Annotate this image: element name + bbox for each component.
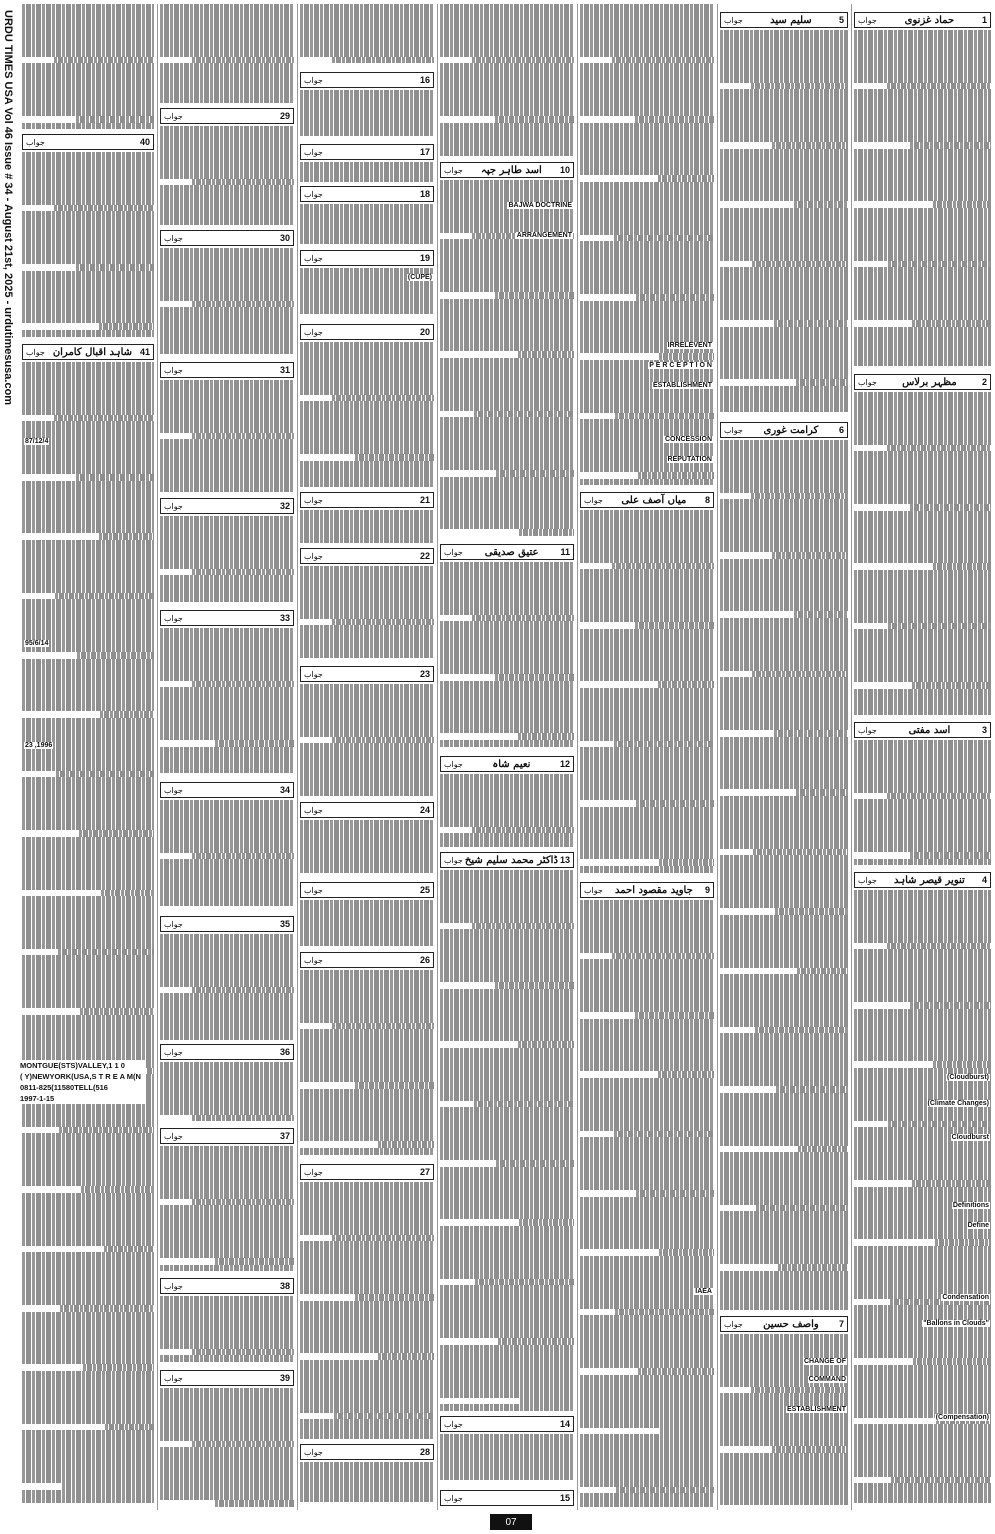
- letter-writer-name: اسد طاہر جپہ: [481, 164, 542, 176]
- letter-writer-name: اسد مفتی: [908, 724, 951, 736]
- letter-body-text: [854, 392, 991, 718]
- letter-body-text: [160, 516, 294, 606]
- answer-label: جواب: [304, 669, 323, 679]
- address-line-1: MONTGUE(STS)VALLEY,1 1 0: [20, 1061, 125, 1070]
- answer-label: جواب: [724, 15, 743, 25]
- answer-label: جواب: [304, 147, 323, 157]
- english-term: ESTABLISHMENT: [653, 382, 712, 389]
- letter-body-text: [300, 510, 434, 544]
- letter-header-30: [160, 230, 294, 246]
- page-number: 07: [490, 1514, 532, 1530]
- letter-writer-name: شاہد اقبال کامران: [52, 346, 133, 358]
- letter-writer-name: سلیم سید: [770, 14, 812, 26]
- answer-label: جواب: [444, 165, 463, 175]
- letter-body-text: [22, 152, 154, 340]
- english-term: (Climate Changes): [927, 1100, 989, 1107]
- letter-number: 11: [560, 547, 570, 557]
- answer-label: جواب: [858, 377, 877, 387]
- letter-header-21: [300, 492, 434, 508]
- column: [718, 4, 850, 1510]
- answer-label: جواب: [444, 1493, 463, 1503]
- english-term: IAEA: [695, 1288, 712, 1295]
- address-line-3: 0811-825(11580TELL(516: [20, 1083, 108, 1092]
- letter-number: 7: [838, 1319, 844, 1329]
- english-term: P E R C E P T I O N: [649, 362, 712, 369]
- letter-number: 39: [279, 1373, 290, 1383]
- letter-writer-name: عتیق صدیقی: [484, 546, 539, 558]
- letter-number: 21: [419, 495, 430, 505]
- letter-number: 14: [559, 1419, 570, 1429]
- letter-header-29: [160, 108, 294, 124]
- letter-number: 33: [279, 613, 290, 623]
- letter-number: 27: [419, 1167, 430, 1177]
- letter-body-text: [300, 4, 434, 68]
- english-term: COMMAND: [808, 1376, 846, 1383]
- letter-header-15: [440, 1490, 574, 1506]
- column-divider: [717, 4, 718, 1510]
- column-divider: [577, 4, 578, 1510]
- answer-label: جواب: [164, 1047, 183, 1057]
- letter-number: 23: [419, 669, 430, 679]
- answer-label: جواب: [304, 189, 323, 199]
- letter-header-38: [160, 1278, 294, 1294]
- letter-number: 29: [279, 111, 290, 121]
- letter-number: 1: [981, 15, 987, 25]
- answer-label: جواب: [164, 501, 183, 511]
- answer-label: جواب: [164, 785, 183, 795]
- letter-writer-name: ڈاکٹر محمد سلیم شیخ: [464, 854, 558, 866]
- letter-date: 95/6/14: [25, 640, 49, 647]
- letter-number: 35: [279, 919, 290, 929]
- letter-body-text: [300, 204, 434, 246]
- letter-number: 19: [419, 253, 430, 263]
- letter-header-11: [440, 544, 574, 560]
- letter-body-text: [300, 684, 434, 798]
- column: [852, 4, 993, 1510]
- answer-label: جواب: [304, 495, 323, 505]
- letter-number: 6: [838, 425, 844, 435]
- letter-header-17: [300, 144, 434, 160]
- answer-label: جواب: [26, 347, 45, 357]
- english-term: CHANGE OF: [804, 1358, 846, 1365]
- column-divider: [297, 4, 298, 1510]
- letter-body-text: [22, 362, 154, 1508]
- letter-number: 32: [279, 501, 290, 511]
- letter-body-text: [720, 30, 848, 418]
- letter-body-text: [854, 740, 991, 868]
- letter-header-39: [160, 1370, 294, 1386]
- letter-header-10: [440, 162, 574, 178]
- letter-body-text: [160, 1146, 294, 1274]
- letter-header-32: [160, 498, 294, 514]
- column: [298, 4, 436, 1510]
- answer-label: جواب: [304, 327, 323, 337]
- letter-header-35: [160, 916, 294, 932]
- letter-number: 30: [279, 233, 290, 243]
- letter-number: 8: [704, 495, 710, 505]
- answer-label: جواب: [304, 955, 323, 965]
- answer-label: جواب: [444, 1419, 463, 1429]
- letter-body-text: [720, 440, 848, 1312]
- letter-header-2: [854, 374, 991, 390]
- letter-body-text: [440, 774, 574, 848]
- letter-header-23: [300, 666, 434, 682]
- letter-body-text: [160, 1062, 294, 1124]
- letter-number: 24: [419, 805, 430, 815]
- answer-label: جواب: [304, 75, 323, 85]
- letter-body-text: [160, 628, 294, 778]
- letter-body-text: [300, 820, 434, 878]
- letter-body-text: [300, 900, 434, 948]
- letter-number: 40: [139, 137, 150, 147]
- answer-label: جواب: [724, 1319, 743, 1329]
- letter-body-text: [160, 934, 294, 1040]
- letter-body-text: [300, 162, 434, 182]
- letter-number: 41: [139, 347, 150, 357]
- answer-label: جواب: [164, 1281, 183, 1291]
- letter-number: 37: [279, 1131, 290, 1141]
- answer-label: جواب: [26, 137, 45, 147]
- answer-label: جواب: [304, 253, 323, 263]
- answer-label: جواب: [164, 613, 183, 623]
- letter-number: 38: [279, 1281, 290, 1291]
- letter-number: 5: [838, 15, 844, 25]
- answer-label: جواب: [444, 547, 463, 557]
- answer-label: جواب: [164, 1373, 183, 1383]
- letter-number: 26: [419, 955, 430, 965]
- letter-header-31: [160, 362, 294, 378]
- letter-number: 2: [981, 377, 987, 387]
- letter-number: 28: [419, 1447, 430, 1457]
- letter-number: 12: [559, 759, 570, 769]
- address-line-4: 1997-1-15: [20, 1094, 55, 1103]
- letter-header-41: [22, 344, 154, 360]
- answer-label: جواب: [444, 855, 463, 865]
- answer-label: جواب: [164, 1131, 183, 1141]
- answer-label: جواب: [164, 365, 183, 375]
- answer-label: جواب: [164, 111, 183, 121]
- letter-body-text: [160, 800, 294, 912]
- column: [578, 4, 716, 1510]
- english-term: BAJWA DOCTRINE: [508, 202, 572, 209]
- letter-body-text: [160, 1388, 294, 1508]
- letter-body-text: [300, 342, 434, 488]
- letter-body-text: [580, 4, 714, 488]
- letter-header-22: [300, 548, 434, 564]
- answer-label: جواب: [304, 551, 323, 561]
- english-term: REPUTATION: [667, 456, 712, 463]
- letter-header-36: [160, 1044, 294, 1060]
- english-term: CONCESSION: [664, 436, 712, 443]
- english-term: (Cloudburst): [947, 1074, 989, 1081]
- english-term: (Compensation): [935, 1414, 989, 1421]
- letter-body-text: [160, 126, 294, 226]
- letter-header-16: [300, 72, 434, 88]
- letter-header-19: [300, 250, 434, 266]
- letter-writer-name: واصف حسین: [763, 1318, 819, 1330]
- answer-label: جواب: [724, 425, 743, 435]
- letter-header-20: [300, 324, 434, 340]
- letter-header-1: [854, 12, 991, 28]
- column: [158, 4, 296, 1510]
- english-term: "Ballons in Clouds": [923, 1320, 989, 1327]
- letter-header-27: [300, 1164, 434, 1180]
- letter-body-text: [300, 1182, 434, 1440]
- letter-body-text: [300, 90, 434, 140]
- answer-label: جواب: [304, 1447, 323, 1457]
- answer-label: جواب: [858, 875, 877, 885]
- letter-header-8: [580, 492, 714, 508]
- letter-number: 3: [981, 725, 987, 735]
- answer-label: جواب: [164, 919, 183, 929]
- letter-number: 15: [559, 1493, 570, 1503]
- issue-banner: [2, 10, 16, 910]
- letter-body-text: [160, 4, 294, 104]
- answer-label: جواب: [164, 233, 183, 243]
- letter-body-text: [440, 870, 574, 1412]
- letter-number: 20: [419, 327, 430, 337]
- letter-writer-name: مظہر برلاس: [902, 376, 957, 388]
- letter-number: 4: [981, 875, 987, 885]
- letter-header-6: [720, 422, 848, 438]
- letter-header-34: [160, 782, 294, 798]
- letter-body-text: [300, 566, 434, 662]
- letter-date: 87/12/4: [25, 438, 49, 445]
- letter-body-text: [300, 1462, 434, 1508]
- letter-header-13: [440, 852, 574, 868]
- english-term: ARRANGEMENT: [516, 232, 572, 239]
- letter-writer-name: تنویر قیصر شاہد: [894, 874, 965, 886]
- letter-number: 13: [559, 855, 570, 865]
- letter-body-text: [160, 1296, 294, 1366]
- answer-label: جواب: [584, 885, 603, 895]
- letter-number: 25: [419, 885, 430, 895]
- letter-body-text: [160, 380, 294, 494]
- letter-number: 16: [419, 75, 430, 85]
- answer-label: جواب: [444, 759, 463, 769]
- letter-body-text: [580, 510, 714, 878]
- letter-header-28: [300, 1444, 434, 1460]
- english-term: (CUPE): [407, 274, 432, 281]
- page-footer: [0, 1512, 995, 1534]
- address-line-2: ( Y)NEWYORK(USA,S T R E A M(N: [20, 1072, 141, 1081]
- letter-header-4: [854, 872, 991, 888]
- letter-writer-name: کرامت غوری: [763, 424, 819, 436]
- letter-body-text: [160, 248, 294, 358]
- letter-header-12: [440, 756, 574, 772]
- letter-number: 10: [559, 165, 570, 175]
- letter-body-text: [440, 562, 574, 752]
- column-divider: [157, 4, 158, 1510]
- letter-number: 34: [279, 785, 290, 795]
- letter-body-text: [854, 30, 991, 370]
- letter-writer-name: میاں آصف علی: [621, 494, 687, 506]
- letter-header-24: [300, 802, 434, 818]
- answer-label: جواب: [858, 15, 877, 25]
- letter-body-text: [22, 4, 154, 130]
- letter-header-18: [300, 186, 434, 202]
- answer-label: جواب: [858, 725, 877, 735]
- issue-banner-text: URDU TIMES USA Vol 46 Issue # 34 - August 21st, 2025 - urdutimesusa.com: [2, 10, 14, 406]
- letter-number: 31: [279, 365, 290, 375]
- postal-address: [20, 1060, 146, 1104]
- column: [20, 4, 156, 1510]
- letter-body-text: [580, 900, 714, 1508]
- letter-date: 23 ,1996: [25, 742, 53, 749]
- letter-header-7: [720, 1316, 848, 1332]
- english-term: Definitions: [952, 1202, 989, 1209]
- english-term: Define: [967, 1222, 989, 1229]
- answer-label: جواب: [304, 1167, 323, 1177]
- english-term: Cloudburst: [951, 1134, 989, 1141]
- column-divider: [437, 4, 438, 1510]
- english-term: ESTABLISHMENT: [787, 1406, 846, 1413]
- letter-header-33: [160, 610, 294, 626]
- column: [438, 4, 576, 1510]
- english-term: Condensation: [942, 1294, 989, 1301]
- answer-label: جواب: [304, 805, 323, 815]
- letter-writer-name: حماد غزنوی: [904, 14, 955, 26]
- letter-body-text: [440, 4, 574, 158]
- answer-label: جواب: [304, 885, 323, 895]
- letter-header-40: [22, 134, 154, 150]
- letter-header-25: [300, 882, 434, 898]
- letter-number: 17: [419, 147, 430, 157]
- letter-header-14: [440, 1416, 574, 1432]
- column-divider: [851, 4, 852, 1510]
- letter-header-3: [854, 722, 991, 738]
- letter-header-9: [580, 882, 714, 898]
- letter-number: 18: [419, 189, 430, 199]
- letter-body-text: [440, 1434, 574, 1486]
- letter-body-text: [300, 970, 434, 1160]
- letter-number: 36: [279, 1047, 290, 1057]
- letter-writer-name: جاوید مقصود احمد: [615, 884, 693, 896]
- letter-number: 22: [419, 551, 430, 561]
- answer-label: جواب: [584, 495, 603, 505]
- letter-writer-name: نعیم شاہ: [492, 758, 531, 770]
- english-term: IRRELEVENT: [667, 342, 712, 349]
- letter-header-37: [160, 1128, 294, 1144]
- letter-header-5: [720, 12, 848, 28]
- letter-header-26: [300, 952, 434, 968]
- letter-number: 9: [704, 885, 710, 895]
